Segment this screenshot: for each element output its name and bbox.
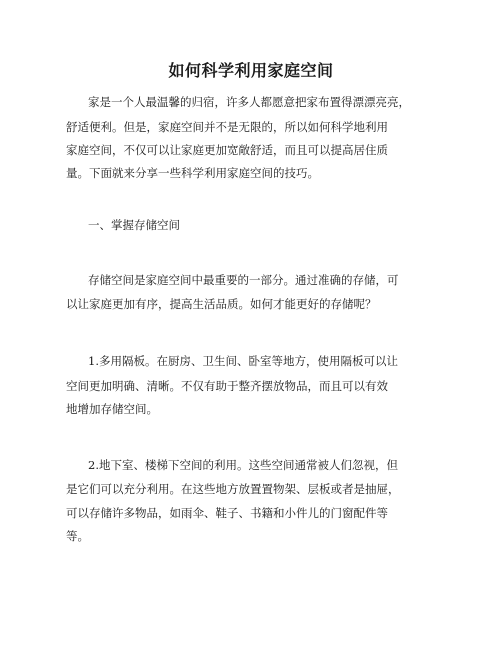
text-line: 2.地下室、楼梯下空间的利用。这些空间通常被人们忽视，但	[88, 458, 398, 472]
text-line: 是它们可以充分利用。在这些地方放置置物架、层板或者是抽屉，	[66, 482, 400, 496]
text-line: 空间更加明确、清晰。不仅有助于整齐摆放物品，而且可以有效	[66, 379, 388, 393]
text-line: 家庭空间，不仅可以让家庭更加宽敞舒适，而且可以提高居住质	[66, 143, 388, 157]
text-line: 量。下面就来分享一些科学利用家庭空间的技巧。	[66, 166, 319, 180]
text-line: 1.多用隔板。在厨房、卫生间、卧室等地方，使用隔板可以让	[88, 354, 398, 368]
text-line: 以让家庭更加有序，提高生活品质。如何才能更好的存储呢？	[66, 297, 377, 311]
text-line: 存储空间是家庭空间中最重要的一部分。通过准确的存储，可	[88, 273, 399, 287]
text-line: 可以存储许多物品，如雨伞、鞋子、书籍和小件儿的门窗配件等	[66, 506, 388, 520]
text-line: 舒适便利。但是，家庭空间并不是无限的，所以如何科学地利用	[66, 120, 388, 134]
section-heading: 一、掌握存储空间	[88, 218, 180, 232]
text-line: 地增加存储空间。	[66, 402, 158, 416]
text-line: 家是一个人最温馨的归宿，许多人都愿意把家布置得漂漂亮亮，	[88, 95, 410, 109]
text-line: 等。	[66, 529, 89, 543]
document-title: 如何科学利用家庭空间	[168, 61, 334, 80]
